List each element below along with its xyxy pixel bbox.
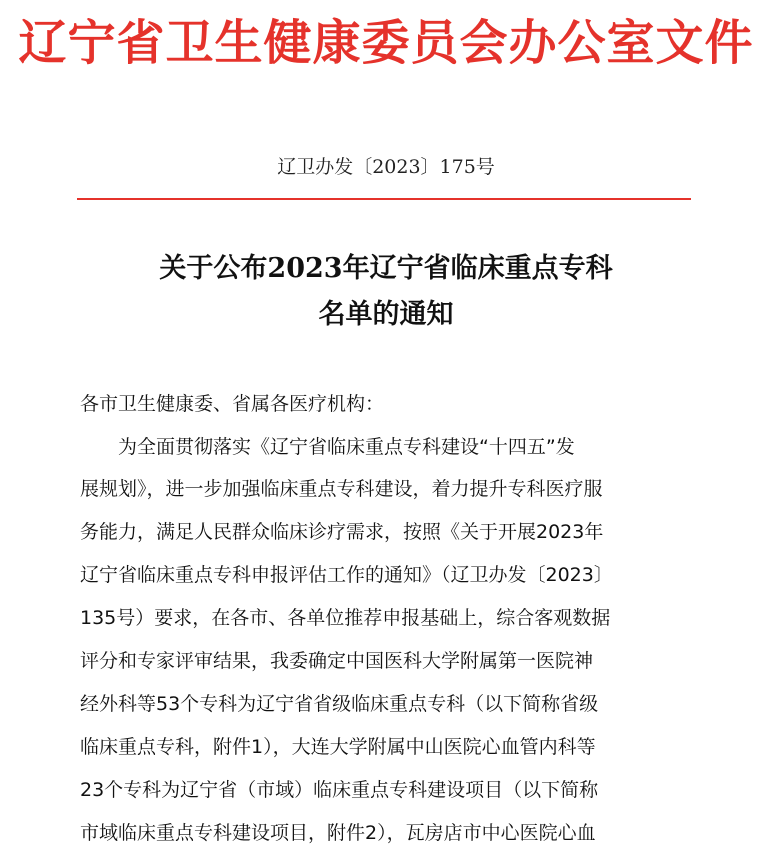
body-line-9: 23个专科为辽宁省（市域）临床重点专科建设项目（以下简称 — [80, 779, 599, 801]
body-line-2: 展规划》，进一步加强临床重点专科建设，着力提升专科医疗服 — [80, 478, 603, 500]
body-line-7: 经外科等53个专科为辽宁省省级临床重点专科（以下简称省级 — [80, 693, 599, 715]
body-line-10: 市域临床重点专科建设项目，附件2），瓦房店市中心医院心血 — [80, 822, 596, 844]
red-divider-line — [77, 198, 691, 200]
salutation: 各市卫生健康委、省属各医疗机构： — [80, 393, 385, 415]
body-line-6: 评分和专家评审结果，我委确定中国医科大学附属第一医院神 — [80, 650, 594, 672]
body-line-4: 辽宁省临床重点专科申报评估工作的通知》（辽卫办发〔2023〕 — [80, 564, 613, 586]
notice-title-line-1: 关于公布2023年辽宁省临床重点专科 — [159, 253, 613, 284]
body-line-1: 为全面贯彻落实《辽宁省临床重点专科建设“十四五”发 — [118, 436, 575, 458]
body-line-5: 135号）要求，在各市、各单位推荐申报基础上，综合客观数据 — [80, 607, 611, 629]
body-line-3: 务能力，满足人民群众临床诊疗需求，按照《关于开展2023年 — [80, 521, 604, 543]
document-number: 辽卫办发〔2023〕175号 — [277, 156, 495, 178]
org-header-title: 辽宁省卫生健康委员会办公室文件 — [18, 15, 754, 71]
body-line-8: 临床重点专科，附件1），大连大学附属中山医院心血管内科等 — [80, 736, 596, 758]
notice-title-line-2: 名单的通知 — [318, 299, 454, 330]
